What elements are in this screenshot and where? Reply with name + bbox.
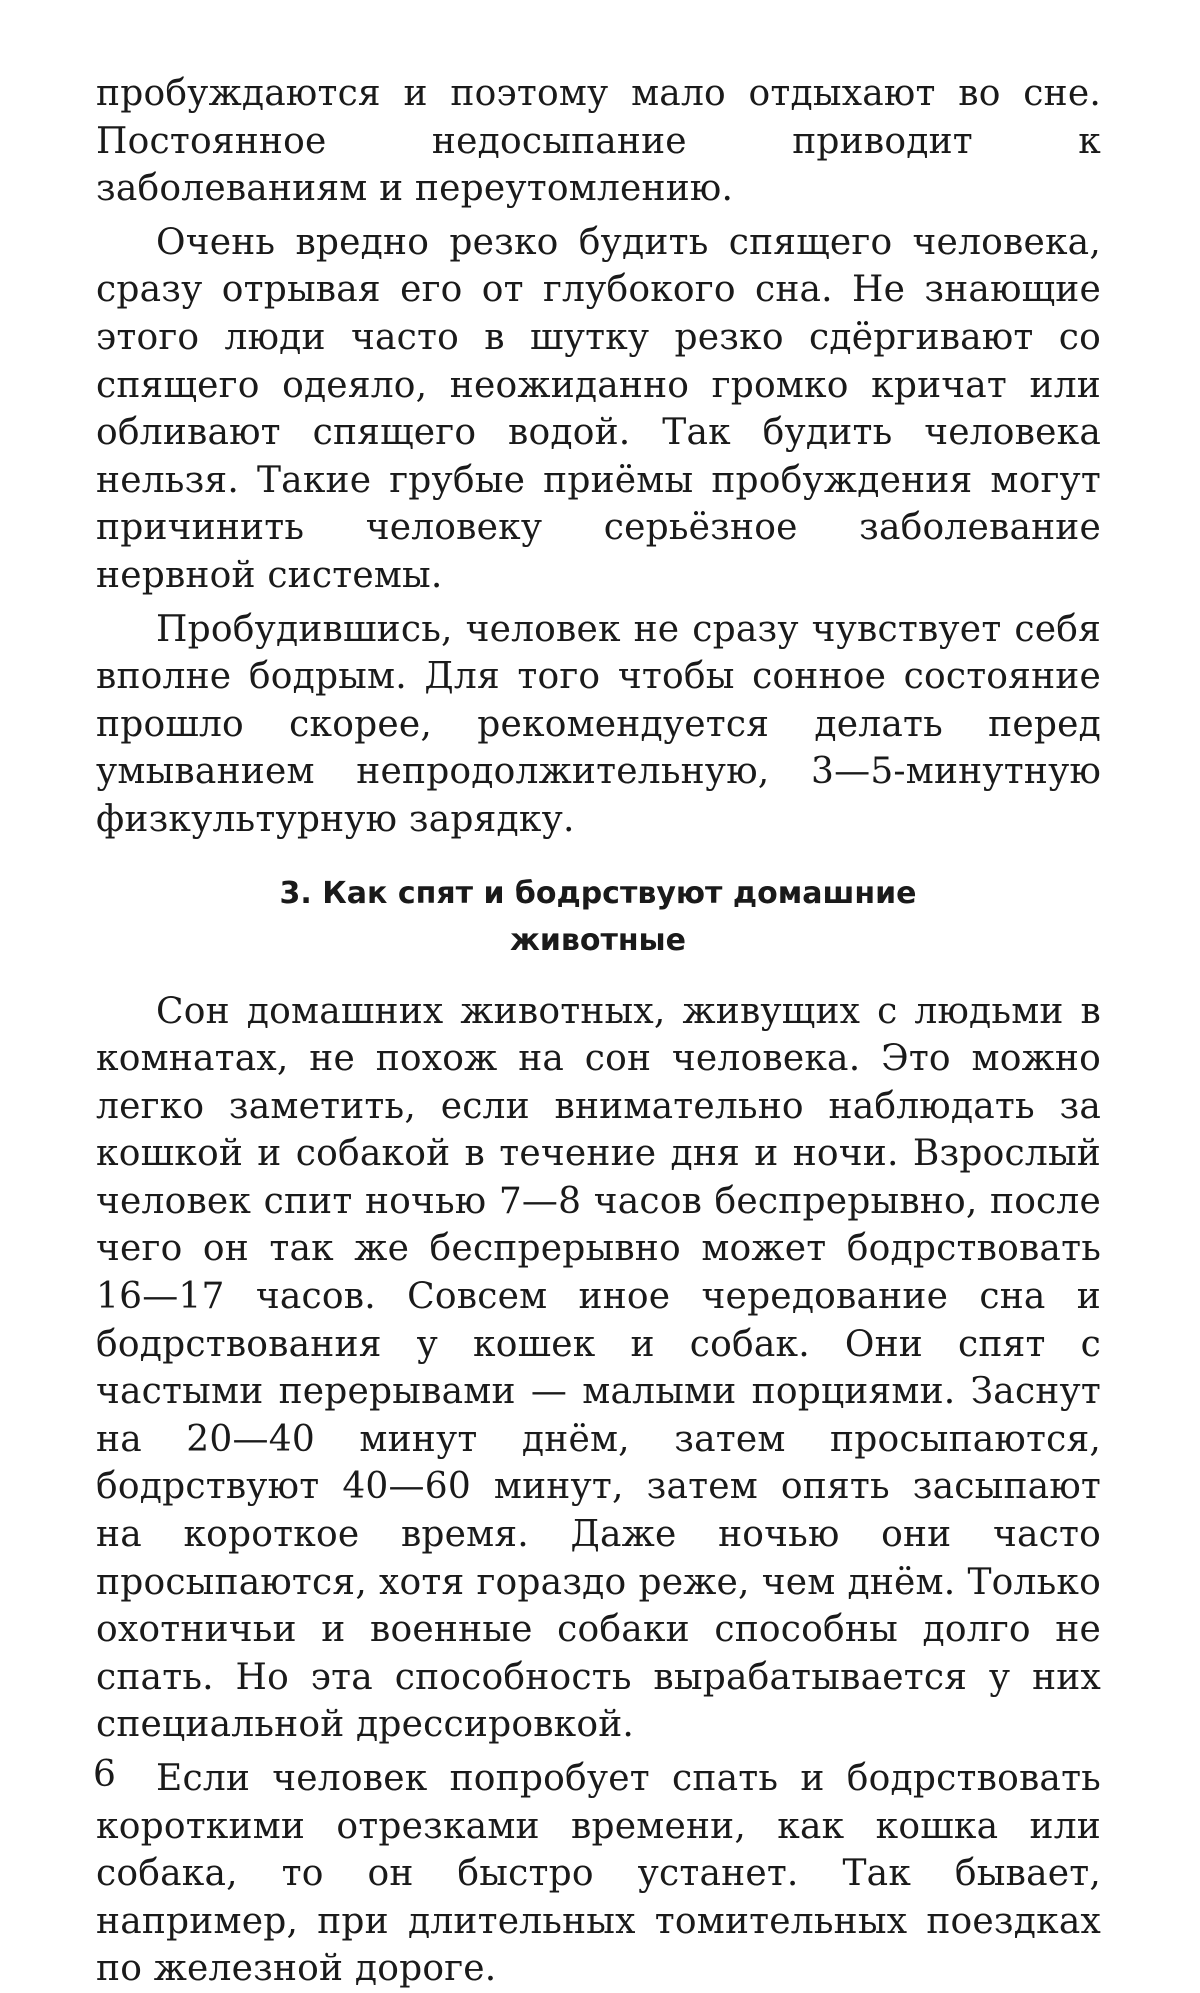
section-heading (248, 870, 948, 964)
book-page (96, 70, 1101, 1990)
paragraph-animal-sleep: Сон домашних животных, живущих с людьми в комнатах, не похож на сон человека. Это можно легко заметить, если внимательно наблюдать за кошкой и собакой в течение дня и ночи. Взрослый человек спит ночью 7—8 часов беспрерывно, после чего он так же беспрерывно может бодрствовать 16—17 часов. Совсем иное чередование сна и бодрствования у кошек и собак. Они спят с частыми перерывами — малыми порциями. Заснут на 20—40 минут днём, затем просыпаются, бодрствуют 40—60 минут, затем опять засыпают на короткое время. Даже ночью они часто просыпаются, хотя гораздо реже, чем днём. Только охотничьи и военные собаки способны долго не спать. Но эта способность вырабатывается у них специальной дрессировкой. (96, 990, 1101, 1746)
paragraph-waking-harm: Очень вредно резко будить спящего человека, сразу отрывая его от глубокого сна. Не знающие этого люди часто в шутку резко сдёргивают со спящего одеяло, неожиданно громко кричат или обливают спящего водой. Так будить человека нельзя. Такие грубые приёмы пробуждения могут причинить человеку серьёзное заболевание нервной системы. (96, 221, 1101, 596)
paragraph-continuation: пробуждаются и поэтому мало отдыхают во сне. Постоянное недосыпание приводит к заболеваниям и переутомлению. (96, 73, 1101, 210)
section-heading-line-1: 3. Как спят и бодрствуют домашние (279, 875, 917, 911)
paragraph-morning-exercise: Пробудившись, человек не сразу чувствует себя вполне бодрым. Для того чтобы сонное состояние прошло скорее, рекомендуется делать перед умыванием непродолжительную, 3—5-минутную физкультурную зарядку. (96, 608, 1101, 840)
paragraph-human-short-sleep: Если человек попробует спать и бодрствовать короткими отрезками времени, как кошка или собака, то он быстро устанет. Так бывает, например, при длительных томительных поездках по железной дороге. (96, 1758, 1101, 1990)
section-heading-line-2: животные (509, 922, 687, 958)
page-number: 6 (93, 1754, 116, 1795)
